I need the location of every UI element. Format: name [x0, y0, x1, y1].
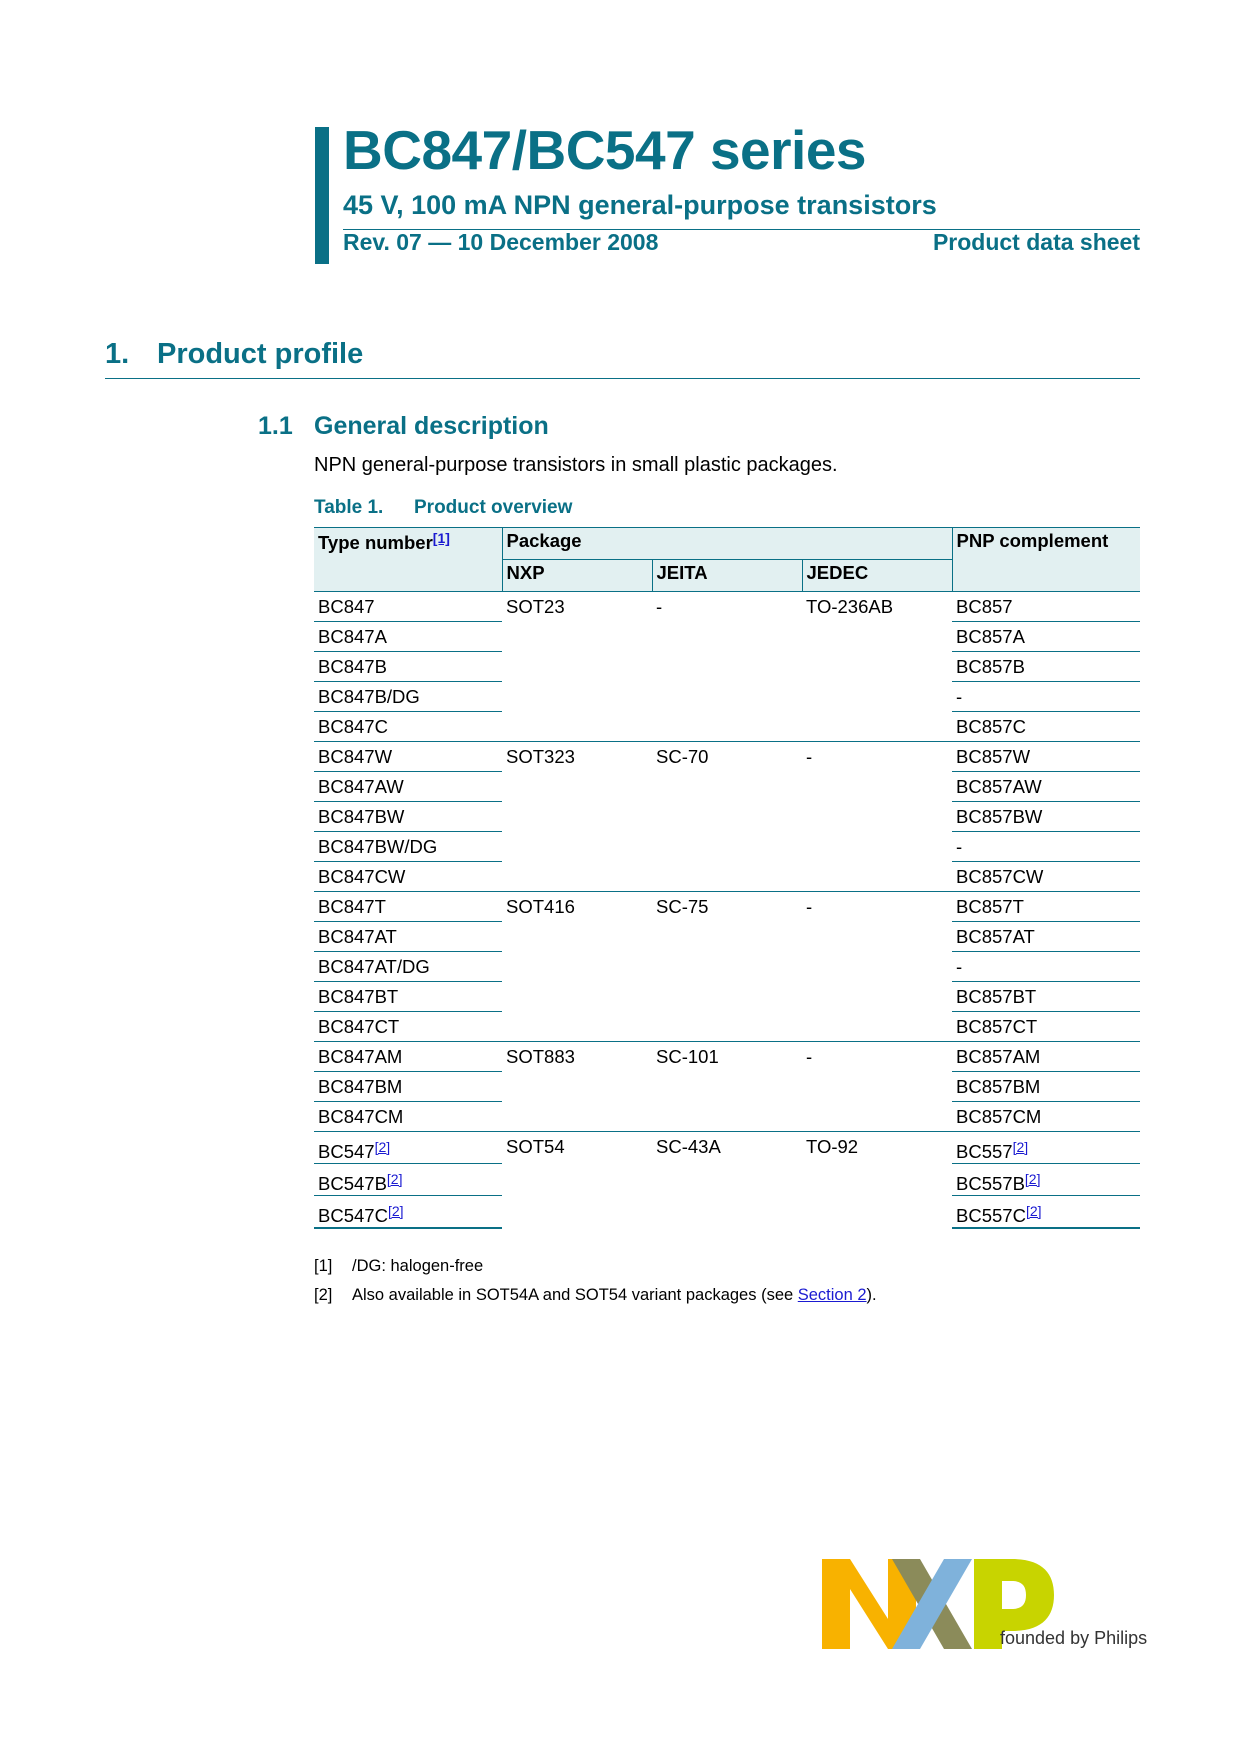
pnp-complement-text: BC857CT — [956, 1016, 1038, 1037]
type-number-cell — [314, 622, 502, 652]
table-row — [314, 592, 1140, 622]
table-title: Product overview — [414, 497, 573, 518]
type-number-cell — [314, 712, 502, 742]
type-number-cell — [314, 982, 502, 1012]
pnp-complement-text: - — [956, 686, 963, 707]
pnp-complement-text: - — [956, 956, 963, 977]
package-nxp-cell: SOT23 — [502, 592, 652, 742]
header-package: Package — [502, 528, 952, 560]
pnp-complement-cell — [952, 1196, 1140, 1229]
pnp-complement-text: BC857T — [956, 896, 1024, 917]
type-number-text: BC847AW — [318, 776, 404, 797]
type-number-text: BC847AT — [318, 926, 397, 947]
pnp-complement-text: BC857C — [956, 716, 1026, 737]
pnp-complement-cell — [952, 712, 1140, 742]
footnote-2 — [314, 1286, 877, 1305]
package-nxp-cell: SOT416 — [502, 892, 652, 1042]
pnp-complement-text: BC857W — [956, 746, 1031, 767]
package-jeita-cell: SC-70 — [652, 742, 802, 892]
type-number-text: BC847C — [318, 716, 388, 737]
footnote-ref-2-link[interactable]: [2] — [1024, 1171, 1041, 1187]
pnp-complement-text: BC857B — [956, 656, 1025, 677]
type-number-cell — [314, 652, 502, 682]
pnp-complement-text: BC857BW — [956, 806, 1043, 827]
document-subtitle: 45 V, 100 mA NPN general-purpose transistors — [343, 190, 937, 220]
pnp-complement-cell — [952, 592, 1140, 622]
pnp-complement-text: BC857AT — [956, 926, 1035, 947]
pnp-complement-text: BC557 — [956, 1141, 1013, 1162]
pnp-complement-cell — [952, 1164, 1140, 1196]
table-row — [314, 892, 1140, 922]
package-jedec-cell: TO-92 — [802, 1132, 952, 1229]
pnp-complement-text: BC857AW — [956, 776, 1042, 797]
section-2-link[interactable]: Section 2 — [797, 1286, 867, 1304]
pnp-complement-text: BC557B — [956, 1173, 1025, 1194]
type-number-cell — [314, 1132, 502, 1164]
type-number-cell — [314, 802, 502, 832]
document-title: BC847/BC547 series — [343, 119, 867, 181]
pnp-complement-text: BC557C — [956, 1205, 1026, 1226]
product-overview-table — [314, 527, 1140, 1229]
type-number-cell — [314, 1196, 502, 1229]
package-jeita-cell: SC-75 — [652, 892, 802, 1042]
footnote-ref-2-link[interactable]: [2] — [387, 1203, 404, 1219]
package-nxp-cell: SOT323 — [502, 742, 652, 892]
package-jedec-cell: - — [802, 892, 952, 1042]
pnp-complement-cell — [952, 1102, 1140, 1132]
pnp-complement-cell — [952, 862, 1140, 892]
pnp-complement-cell — [952, 1012, 1140, 1042]
type-number-cell — [314, 742, 502, 772]
table-row — [314, 742, 1140, 772]
type-number-cell — [314, 862, 502, 892]
type-number-cell — [314, 952, 502, 982]
package-jeita-cell: SC-43A — [652, 1132, 802, 1229]
type-number-cell — [314, 772, 502, 802]
pnp-complement-cell — [952, 982, 1140, 1012]
pnp-complement-cell — [952, 892, 1140, 922]
pnp-complement-cell — [952, 652, 1140, 682]
type-number-text: BC847T — [318, 896, 386, 917]
type-number-cell — [314, 1072, 502, 1102]
pnp-complement-cell — [952, 772, 1140, 802]
general-description-text: NPN general-purpose transistors in small plastic packages. — [314, 454, 838, 476]
section-1-title: Product profile — [157, 338, 364, 370]
type-number-text: BC847A — [318, 626, 387, 647]
pnp-complement-text: - — [956, 836, 963, 857]
header-accent-bar — [315, 127, 329, 264]
pnp-complement-cell — [952, 952, 1140, 982]
type-number-text: BC847AT/DG — [318, 956, 430, 977]
package-jedec-cell: - — [802, 742, 952, 892]
pnp-complement-cell — [952, 922, 1140, 952]
type-number-text: BC847BT — [318, 986, 399, 1007]
footnote-ref-2-link[interactable]: [2] — [1025, 1203, 1042, 1219]
pnp-complement-text: BC857 — [956, 596, 1013, 617]
type-number-text: BC847CM — [318, 1106, 404, 1127]
footnote-2-text-after: ). — [866, 1286, 877, 1304]
header-nxp: NXP — [502, 560, 652, 592]
type-number-text: BC847BW/DG — [318, 836, 438, 857]
pnp-complement-cell — [952, 802, 1140, 832]
type-number-text: BC847B/DG — [318, 686, 420, 707]
type-number-cell — [314, 832, 502, 862]
header-jedec: JEDEC — [802, 560, 952, 592]
pnp-complement-text: BC857CW — [956, 866, 1044, 887]
package-jeita-cell: - — [652, 592, 802, 742]
type-number-text: BC847BM — [318, 1076, 403, 1097]
package-jedec-cell: TO-236AB — [802, 592, 952, 742]
type-number-text: BC847BW — [318, 806, 405, 827]
type-number-text: BC847B — [318, 656, 387, 677]
type-number-cell — [314, 592, 502, 622]
type-number-cell — [314, 922, 502, 952]
pnp-complement-text: BC857BM — [956, 1076, 1041, 1097]
type-number-cell — [314, 892, 502, 922]
type-number-cell — [314, 682, 502, 712]
pnp-complement-text: BC857BT — [956, 986, 1037, 1007]
package-jeita-cell: SC-101 — [652, 1042, 802, 1132]
type-number-text: BC847CW — [318, 866, 406, 887]
pnp-complement-cell — [952, 742, 1140, 772]
package-nxp-cell: SOT883 — [502, 1042, 652, 1132]
type-number-text: BC847W — [318, 746, 393, 767]
pnp-complement-cell — [952, 1132, 1140, 1164]
footnote-ref-1-link[interactable]: [1] — [432, 530, 450, 546]
type-number-text: BC547 — [318, 1141, 375, 1162]
table-row — [314, 1132, 1140, 1164]
pnp-complement-cell — [952, 622, 1140, 652]
footnote-ref-2-link[interactable]: [2] — [374, 1139, 391, 1155]
footnote-ref-2-link[interactable]: [2] — [386, 1171, 403, 1187]
type-number-cell — [314, 1042, 502, 1072]
section-1-number: 1. — [105, 338, 130, 370]
pnp-complement-text: BC857A — [956, 626, 1025, 647]
footnote-2-mark: [2] — [314, 1286, 333, 1304]
type-number-text: BC847CT — [318, 1016, 400, 1037]
pnp-complement-text: BC857AM — [956, 1046, 1041, 1067]
section-1-1-title: General description — [314, 412, 549, 440]
footnote-1-text: /DG: halogen-free — [352, 1257, 484, 1275]
footnote-ref-2-link[interactable]: [2] — [1012, 1139, 1029, 1155]
package-nxp-cell: SOT54 — [502, 1132, 652, 1229]
pnp-complement-cell — [952, 682, 1140, 712]
footnote-2-text-before: Also available in SOT54A and SOT54 variant packages (see — [352, 1286, 798, 1304]
pnp-complement-cell — [952, 1072, 1140, 1102]
package-jedec-cell: - — [802, 1042, 952, 1132]
table-label: Table 1. — [314, 497, 384, 518]
type-number-cell — [314, 1102, 502, 1132]
type-number-text: BC547B — [318, 1173, 387, 1194]
pnp-complement-cell — [952, 1042, 1140, 1072]
document-revision: Rev. 07 — 10 December 2008 — [343, 229, 659, 255]
header-pnp-complement: PNP complement — [952, 528, 1140, 592]
type-number-text: BC547C — [318, 1205, 388, 1226]
pnp-complement-text: BC857CM — [956, 1106, 1042, 1127]
pnp-complement-cell — [952, 832, 1140, 862]
header-type-number: Type number[1] — [314, 528, 502, 592]
type-number-cell — [314, 1012, 502, 1042]
footnote-1-mark: [1] — [314, 1257, 333, 1275]
section-1-divider — [105, 378, 1140, 379]
footnote-1 — [314, 1257, 483, 1276]
document-type: Product data sheet — [932, 229, 1140, 255]
logo-tagline: founded by Philips — [1000, 1628, 1148, 1648]
header-jeita: JEITA — [652, 560, 802, 592]
section-1-1-number: 1.1 — [258, 412, 293, 440]
type-number-cell — [314, 1164, 502, 1196]
type-number-text: BC847AM — [318, 1046, 403, 1067]
table-row — [314, 1042, 1140, 1072]
type-number-text: BC847 — [318, 596, 375, 617]
